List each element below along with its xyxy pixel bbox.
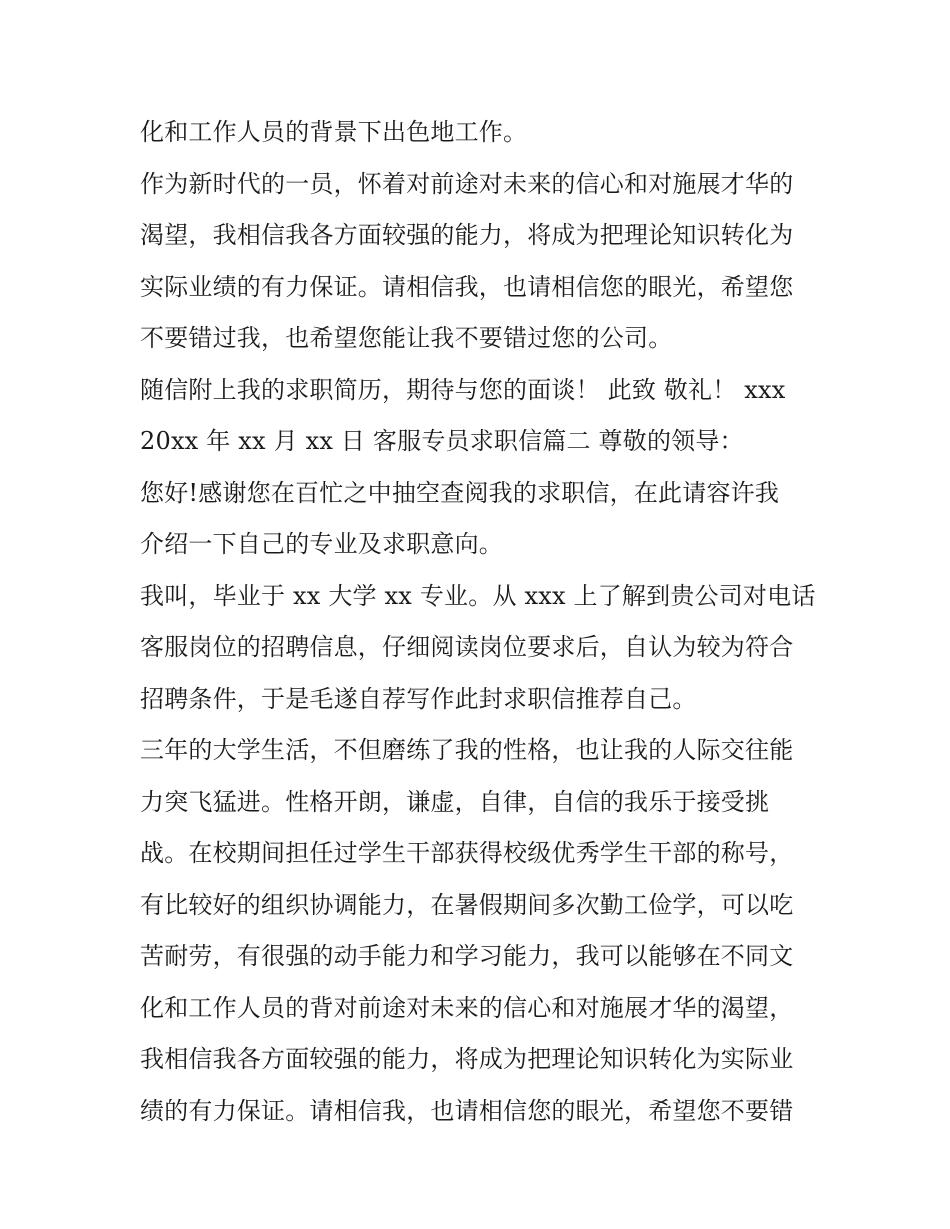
text-line: 力突飞猛进。性格开朗，谦虚，自律，自信的我乐于接受挑 bbox=[140, 787, 770, 816]
text-line: 我相信我各方面较强的能力，将成为把理论知识转化为实际业 bbox=[140, 1045, 794, 1073]
text-line: 介绍一下自己的专业及求职意向。 bbox=[140, 530, 503, 558]
text-line: 20xx 年 xx 月 xx 日 客服专员求职信篇二 尊敬的领导： bbox=[140, 427, 744, 455]
text-line: 化和工作人员的背景下出色地工作。 bbox=[140, 118, 528, 146]
text-line: 绩的有力保证。请相信我，也请相信您的眼光，希望您不要错 bbox=[140, 1096, 794, 1125]
text-line: 苦耐劳，有很强的动手能力和学习能力，我可以能够在不同文 bbox=[140, 942, 794, 970]
text-line: 客服岗位的招聘信息，仔细阅读岗位要求后，自认为较为符合 bbox=[140, 633, 794, 661]
text-line: 招聘条件，于是毛遂自荐写作此封求职信推荐自己。 bbox=[140, 684, 697, 713]
text-line: 战。在校期间担任过学生干部获得校级优秀学生干部的称号， bbox=[140, 839, 794, 867]
text-line: 三年的大学生活，不但磨练了我的性格，也让我的人际交往能 bbox=[140, 736, 794, 764]
text-line: 实际业绩的有力保证。请相信我，也请相信您的眼光，希望您 bbox=[140, 272, 794, 301]
text-line: 有比较好的组织协调能力，在暑假期间多次勤工俭学，可以吃 bbox=[140, 890, 794, 919]
text-line: 您好!感谢您在百忙之中抽空查阅我的求职信，在此请容许我 bbox=[140, 478, 780, 507]
text-line: 随信附上我的求职简历，期待与您的面谈！ 此致 敬礼！ xxx bbox=[140, 375, 786, 404]
text-line: 我叫，毕业于 xx 大学 xx 专业。从 xxx 上了解到贵公司对电话 bbox=[140, 581, 816, 610]
text-line: 作为新时代的一员，怀着对前途对未来的信心和对施展才华的 bbox=[140, 169, 794, 198]
text-line: 渴望，我相信我各方面较强的能力，将成为把理论知识转化为 bbox=[140, 221, 794, 249]
text-line: 不要错过我，也希望您能让我不要错过您的公司。 bbox=[140, 324, 673, 352]
text-line: 化和工作人员的背对前途对未来的信心和对施展才华的渴望， bbox=[140, 993, 794, 1022]
letter-body bbox=[140, 107, 830, 1137]
